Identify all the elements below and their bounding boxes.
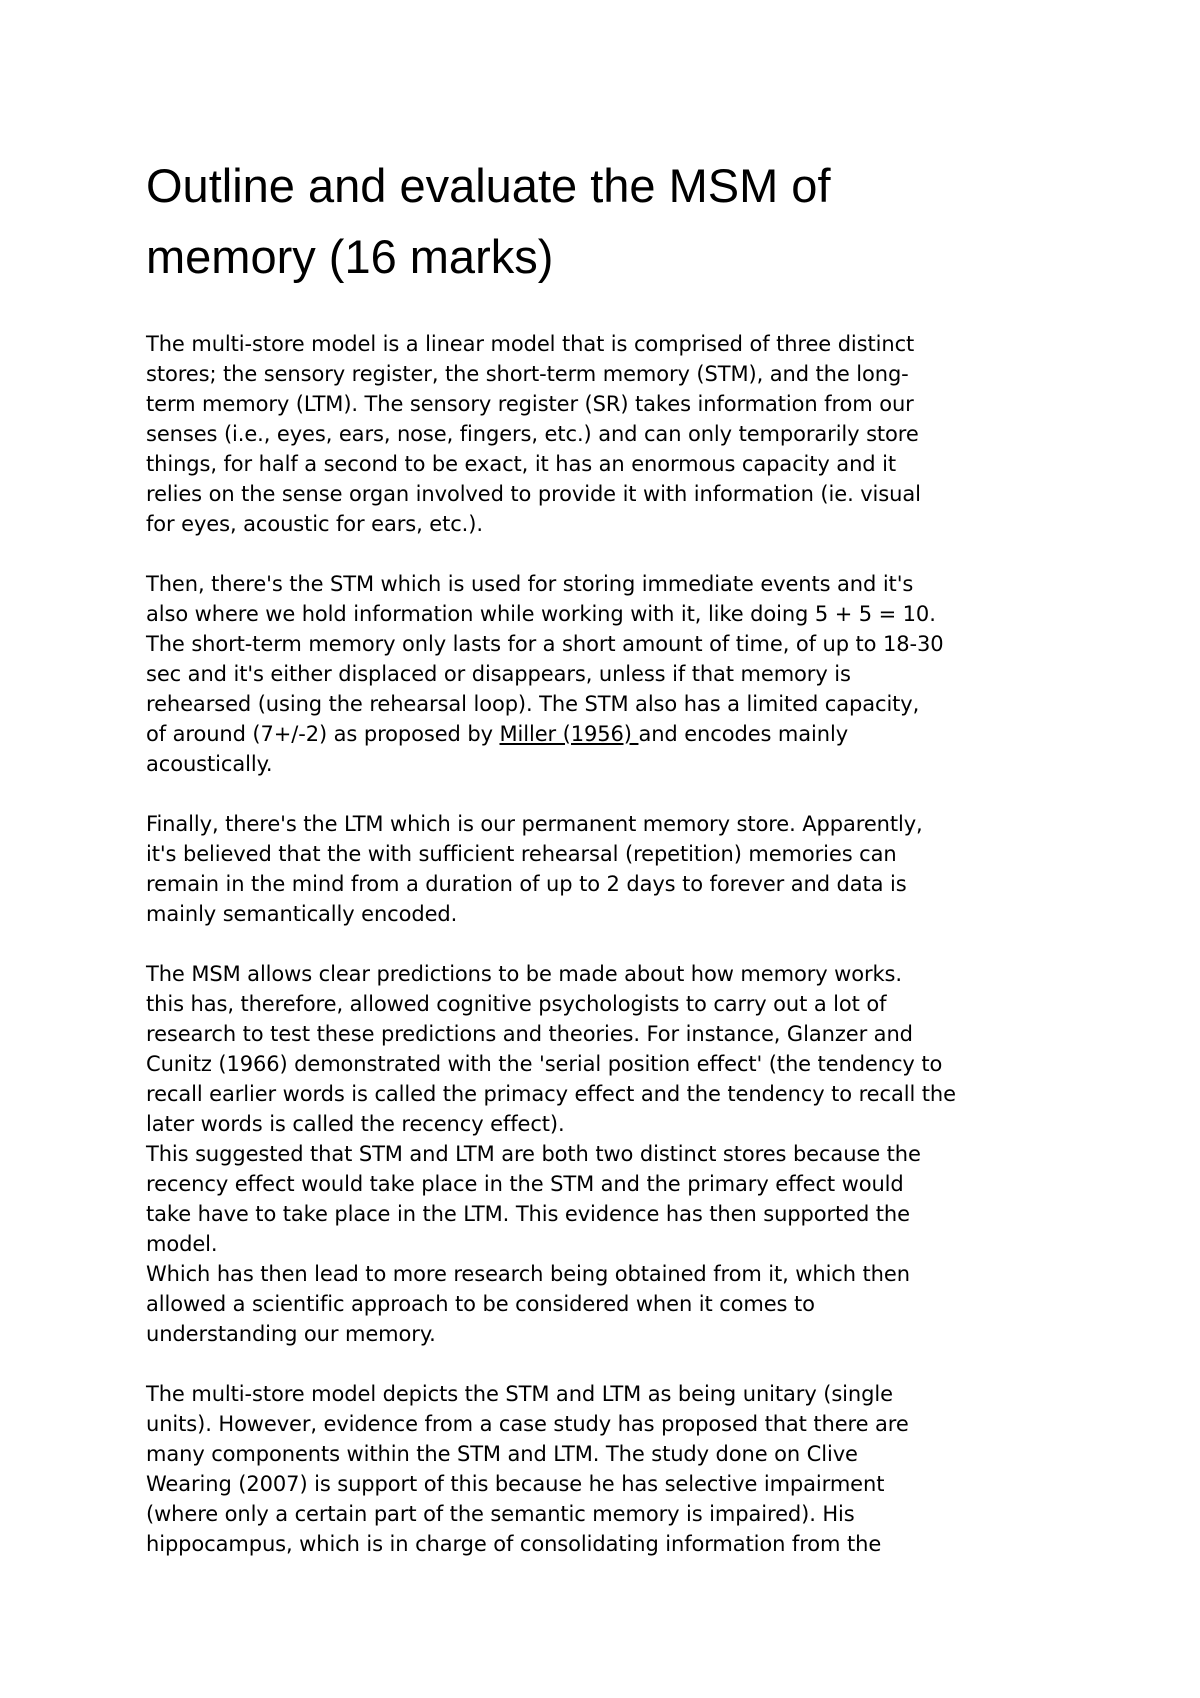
text-line: senses (i.e., eyes, ears, nose, fingers, etc.) and can only temporarily store <box>146 422 919 446</box>
text-line: take have to take place in the LTM. This evidence has then supported the <box>146 1202 910 1226</box>
title-line: Outline and evaluate the MSM of <box>146 159 831 212</box>
title-line: memory (16 marks) <box>146 230 554 283</box>
text-line: The MSM allows clear predictions to be made about how memory works. <box>146 962 902 986</box>
text-line: rehearsed (using the rehearsal loop). The STM also has a limited capacity, <box>146 692 920 716</box>
text-segment: and encodes mainly <box>638 722 849 746</box>
text-line: The short-term memory only lasts for a short amount of time, of up to 18-30 <box>146 632 944 656</box>
paragraph-unitary-stores <box>146 1379 1064 1559</box>
miller-1956-link[interactable]: Miller (1956) <box>499 722 639 746</box>
text-line: remain in the mind from a duration of up to 2 days to forever and data is <box>146 872 907 896</box>
paragraph-stm <box>146 569 1064 779</box>
text-line: model. <box>146 1232 218 1256</box>
text-line: allowed a scientific approach to be considered when it comes to <box>146 1292 815 1316</box>
text-line: Which has then lead to more research being obtained from it, which then <box>146 1262 910 1286</box>
text-line: units). However, evidence from a case study has proposed that there are <box>146 1412 909 1436</box>
text-line-with-link <box>146 719 1064 749</box>
paragraph-sensory-register <box>146 329 1064 539</box>
text-line: Cunitz (1966) demonstrated with the 'serial position effect' (the tendency to <box>146 1052 943 1076</box>
text-line: it's believed that the with sufficient rehearsal (repetition) memories can <box>146 842 897 866</box>
text-line: Wearing (2007) is support of this because he has selective impairment <box>146 1472 885 1496</box>
paragraph-msm-predictions <box>146 959 1064 1349</box>
text-line: relies on the sense organ involved to provide it with information (ie. visual <box>146 482 921 506</box>
text-line: also where we hold information while working with it, like doing 5 + 5 = 10. <box>146 602 936 626</box>
text-line: sec and it's either displaced or disappears, unless if that memory is <box>146 662 851 686</box>
text-line: this has, therefore, allowed cognitive psychologists to carry out a lot of <box>146 992 887 1016</box>
text-line: later words is called the recency effect). <box>146 1112 565 1136</box>
text-line: term memory (LTM). The sensory register (SR) takes information from our <box>146 392 914 416</box>
text-line: This suggested that STM and LTM are both two distinct stores because the <box>146 1142 921 1166</box>
paragraph-ltm <box>146 809 1064 929</box>
text-segment: of around (7+/-2) as proposed by <box>146 722 500 746</box>
text-line: mainly semantically encoded. <box>146 902 458 926</box>
text-line: many components within the STM and LTM. The study done on Clive <box>146 1442 858 1466</box>
text-line: acoustically. <box>146 752 273 776</box>
text-line: (where only a certain part of the semantic memory is impaired). His <box>146 1502 855 1526</box>
text-line: understanding our memory. <box>146 1322 436 1346</box>
text-line: The multi-store model is a linear model that is comprised of three distinct <box>146 332 915 356</box>
text-line: hippocampus, which is in charge of consolidating information from the <box>146 1532 882 1556</box>
text-line: for eyes, acoustic for ears, etc.). <box>146 512 483 536</box>
text-line: stores; the sensory register, the short-term memory (STM), and the long- <box>146 362 909 386</box>
text-line: recency effect would take place in the STM and the primary effect would <box>146 1172 904 1196</box>
text-line: things, for half a second to be exact, it has an enormous capacity and it <box>146 452 896 476</box>
text-line: Then, there's the STM which is used for storing immediate events and it's <box>146 572 914 596</box>
text-line: The multi-store model depicts the STM and LTM as being unitary (single <box>146 1382 893 1406</box>
text-line: recall earlier words is called the primacy effect and the tendency to recall the <box>146 1082 956 1106</box>
text-line: Finally, there's the LTM which is our permanent memory store. Apparently, <box>146 812 923 836</box>
document-title <box>146 150 1064 292</box>
text-line: research to test these predictions and theories. For instance, Glanzer and <box>146 1022 913 1046</box>
